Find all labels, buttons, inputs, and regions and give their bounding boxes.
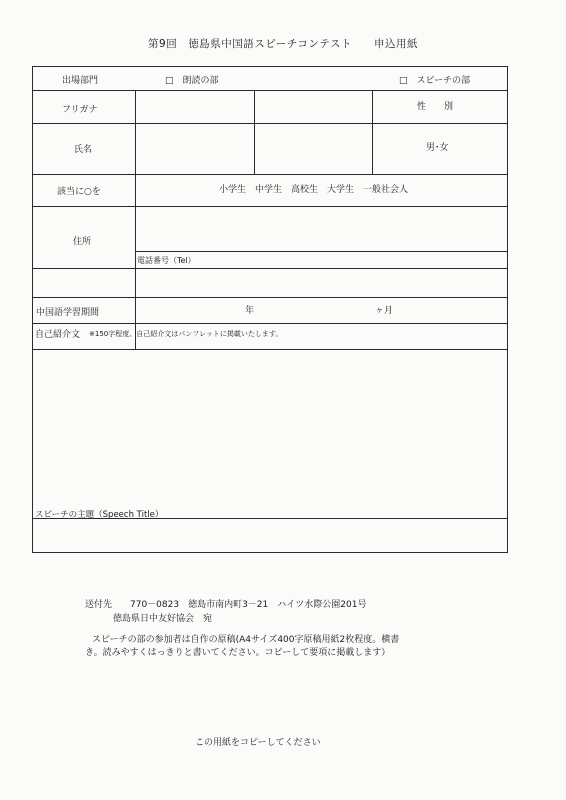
form-title: 第9回 徳島県中国語スピーチコンテスト 申込用紙 (148, 38, 418, 50)
address-label: 住所 (73, 237, 92, 247)
speech-title-label: スピーチの主題（Speech Title） (35, 510, 164, 520)
study-period-label: 中国語学習期間 (36, 308, 100, 318)
reading-option[interactable]: □ 朗読の部 (165, 76, 219, 86)
row-divider (33, 349, 507, 350)
row-divider (135, 251, 507, 252)
row-divider (33, 174, 507, 175)
col-divider (372, 90, 373, 174)
gender-label: 性 別 (417, 102, 454, 112)
intro-note: ※150字程度、自己紹介文はパンフレットに掲載いたします。 (89, 330, 283, 338)
col-divider (135, 174, 136, 349)
year-unit: 年 (245, 306, 255, 316)
recipient: 徳島県日中友好協会 宛 (113, 614, 213, 624)
category-options[interactable]: 小学生 中学生 高校生 大学生 一般社会人 (219, 185, 409, 195)
intro-label: 自己紹介文 (35, 330, 81, 340)
row-divider (33, 323, 507, 324)
row-divider (33, 206, 507, 207)
col-divider (135, 90, 136, 174)
row-divider (33, 297, 507, 298)
row-divider (33, 123, 507, 124)
col-divider (254, 90, 255, 174)
note-line-2: き。読みやすくはっきりと書いてください。コピーして要項に掲載します） (85, 648, 391, 658)
month-unit: ヶ月 (375, 306, 394, 316)
note-line-1: スピーチの部の参加者は自作の原稿(A4サイズ400字原稿用紙2枚程度。横書 (92, 635, 400, 645)
row-divider (33, 90, 507, 91)
application-form-table (32, 66, 508, 553)
row-divider (33, 268, 507, 269)
phone-label: 電話番号（Tel） (137, 256, 196, 265)
send-to-address: 送付先 770－0823 徳島市南内町3－21 ハイツ水際公園201号 (85, 600, 367, 610)
gender-options[interactable]: 男･女 (426, 143, 449, 153)
circle-label: 該当に○を (57, 187, 101, 197)
copy-notice: この用紙をコピーしてください (195, 738, 321, 748)
furigana-label: フリガナ (62, 105, 98, 115)
speech-option[interactable]: □ スピーチの部 (399, 76, 471, 86)
name-label: 氏名 (74, 145, 93, 155)
division-label: 出場部門 (62, 76, 99, 86)
